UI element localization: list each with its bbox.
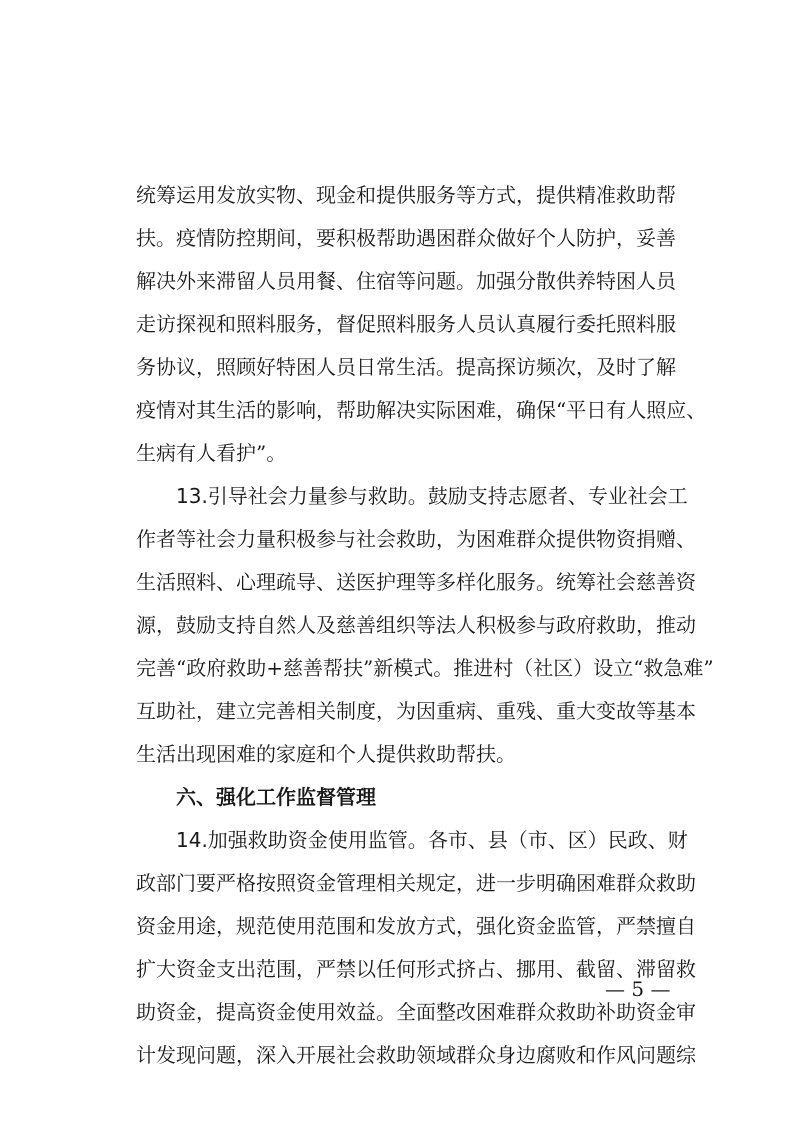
paragraph-3-first-line <box>176 824 688 856</box>
paragraph-1-line: 扶。疫情防控期间，要积极帮助遇困群众做好个人防护，妥善 <box>136 226 676 250</box>
paragraph-3-line: 计发现问题，深入开展社会救助领域群众身边腐败和作风问题综 <box>136 1043 696 1067</box>
paragraph-1-line: 解决外来滞留人员用餐、住宿等问题。加强分散供养特困人员 <box>136 269 676 293</box>
paragraph-3-line: 扩大资金支出范围，严禁以任何形式挤占、挪用、截留、滞留救 <box>136 957 696 981</box>
section-heading: 六、强化工作监督管理 <box>176 785 376 809</box>
paragraph-1-line: 务协议，照顾好特困人员日常生活。提高探访频次，及时了解 <box>136 355 676 379</box>
page-number: — 5 — <box>605 977 671 1001</box>
paragraph-2-lead: 13.引导社会力量参与救助。 <box>176 484 428 508</box>
paragraph-1-line: 疫情对其生活的影响，帮助解决实际困难，确保“平日有人照应、 <box>136 398 707 422</box>
paragraph-3-first-line-rest: 各市、县（市、区）民政、财 <box>427 828 688 852</box>
paragraph-3-line: 资金用途，规范使用范围和发放方式，强化资金监管，严禁擅自 <box>136 914 696 938</box>
paragraph-1-line: 统筹运用发放实物、现金和提供服务等方式，提供精准救助帮 <box>136 183 676 207</box>
paragraph-1-line: 走访探视和照料服务，督促照料服务人员认真履行委托照料服 <box>136 312 676 336</box>
paragraph-3-line: 助资金，提高资金使用效益。全面整改困难群众救助补助资金审 <box>136 1000 696 1024</box>
paragraph-2-first-line-rest: 鼓励支持志愿者、专业社会工 <box>427 484 688 508</box>
paragraph-2-line: 完善“政府救助+慈善帮扶”新模式。推进村（社区）设立“救急难” <box>136 656 714 680</box>
paragraph-1-line: 生病有人看护”。 <box>136 441 287 465</box>
paragraph-3-line: 政部门要严格按照资金管理相关规定，进一步明确困难群众救助 <box>136 871 696 895</box>
paragraph-3-lead: 14.加强救助资金使用监管。 <box>176 828 428 852</box>
paragraph-2-line: 互助社，建立完善相关制度，为因重病、重残、重大变故等基本 <box>136 699 696 723</box>
paragraph-2-first-line <box>176 480 688 512</box>
paragraph-2-line: 生活出现困难的家庭和个人提供救助帮扶。 <box>136 742 516 766</box>
paragraph-2-line: 作者等社会力量积极参与社会救助，为困难群众提供物资捐赠、 <box>136 527 696 551</box>
paragraph-2-line: 源，鼓励支持自然人及慈善组织等法人积极参与政府救助，推动 <box>136 613 696 637</box>
paragraph-2-line: 生活照料、心理疏导、送医护理等多样化服务。统筹社会慈善资 <box>136 570 696 594</box>
